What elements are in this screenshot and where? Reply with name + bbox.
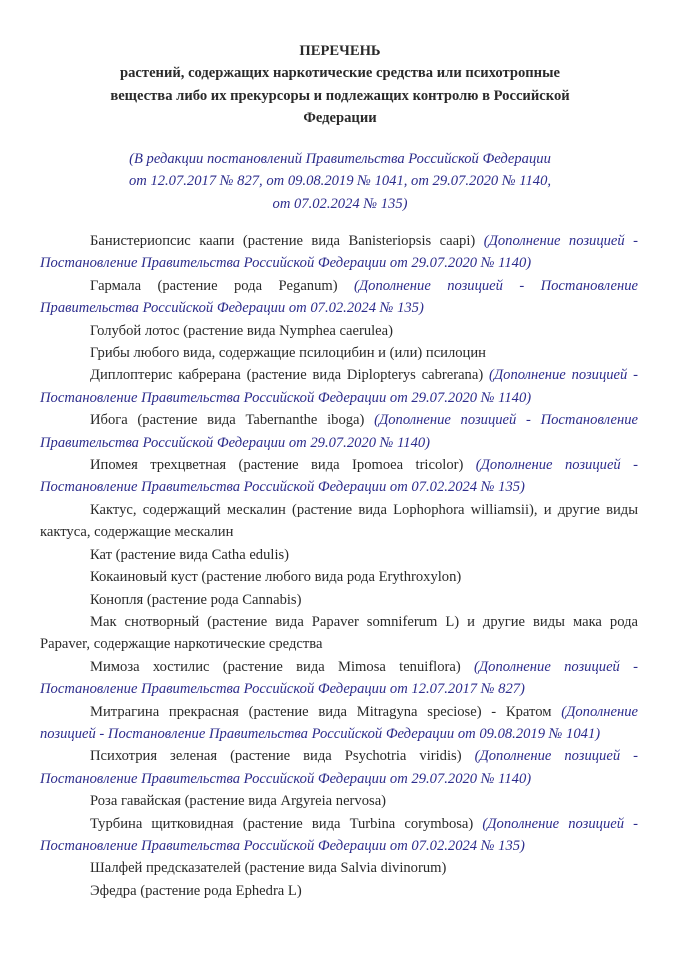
edition-note-line: от 07.02.2024 № 135) [272, 195, 408, 212]
item-text: Роза гавайская (растение вида Argyreia nervosa) [90, 793, 387, 810]
list-item [40, 589, 638, 611]
item-reference-link[interactable]: (Дополнение позицией - Постановление Правительства Российской Федерации от 29.07.2020 № 1140) [40, 367, 638, 406]
list-item [40, 566, 638, 588]
item-text: Турбина щитковидная (растение вида Turbina corymbosa) [90, 815, 474, 832]
list-item [40, 320, 638, 342]
document-header [60, 40, 620, 129]
item-reference-link[interactable]: (Дополнение позицией - Постановление Правительства Российской Федерации от 07.02.2024 № 135) [40, 815, 638, 854]
edition-note-line: от 12.07.2017 № 827, от 09.08.2019 № 1041, от 29.07.2020 № 1140, [128, 173, 552, 190]
item-text: Кактус, содержащий мескалин (растение вида Lophophora williamsii), и другие виды кактуса, содержащие мескалин [40, 501, 638, 541]
item-text: Конопля (растение рода Cannabis) [90, 591, 302, 608]
item-text: Мак снотворный (растение вида Papaver somniferum L) и другие виды мака рода Papaver, содержащие наркотические средства [40, 613, 638, 653]
list-item [40, 611, 638, 656]
item-text: Шалфей предсказателей (растение вида Salvia divinorum) [90, 860, 447, 877]
document-title: ПЕРЕЧЕНЬ [299, 43, 381, 59]
list-item [40, 544, 638, 566]
item-text: Банистериопсис каапи (растение вида Banisteriopsis caapi) [90, 233, 476, 249]
list-item [40, 342, 638, 364]
item-text: Эфедра (растение рода Ephedra L) [90, 882, 302, 899]
item-text: Гармала (растение рода Peganum) [90, 277, 338, 294]
item-text: Голубой лотос (растение вида Nymphea caerulea) [90, 322, 393, 339]
item-reference-link[interactable]: (Дополнение позицией - Постановление Правительства Российской Федерации от 29.07.2020 № 1140) [40, 748, 638, 787]
list-item [40, 857, 638, 879]
item-text: Митрагина прекрасная (растение вида Mitragyna speciose) - Кратом [90, 703, 552, 720]
item-text: Диплоптерис кабрерана (растение вида Diplopterys cabrerana) [90, 367, 484, 384]
item-reference-link[interactable]: (Дополнение позицией - Постановление Правительства Российской Федерации от 12.07.2017 № 827) [40, 658, 638, 698]
item-reference-link[interactable]: (Дополнение позицией - Постановление Правительства Российской Федерации от 29.07.2020 № 1140) [40, 412, 638, 451]
list-item [40, 813, 638, 858]
list-item [40, 790, 638, 812]
list-item [40, 454, 638, 499]
item-reference-link[interactable]: (Дополнение позицией - Постановление Правительства Российской Федерации от 09.08.2019 № 1041) [40, 703, 638, 742]
document-subtitle-line: вещества либо их прекурсоры и подлежащих контролю в Российской [110, 87, 570, 104]
list-item [40, 364, 638, 409]
document-subtitle-line: растений, содержащих наркотические средства или психотропные [120, 65, 560, 82]
list-item [40, 230, 638, 275]
edition-note [60, 148, 620, 215]
item-text: Ипомея трехцветная (растение вида Ipomoea tricolor) [90, 457, 464, 474]
item-text: Кокаиновый куст (растение любого вида рода Erythroxylon) [90, 569, 462, 586]
list-item [40, 499, 638, 544]
item-text: Кат (растение вида Catha edulis) [90, 546, 290, 563]
list-item [40, 656, 638, 701]
document-subtitle-line: Федерации [303, 109, 377, 126]
list-item [40, 880, 638, 902]
list-item [40, 409, 638, 454]
item-text: Мимоза хостилис (растение вида Mimosa tenuiflora) [90, 658, 461, 675]
plant-list [40, 230, 638, 902]
list-item [40, 701, 638, 746]
list-item [40, 275, 638, 320]
item-text: Ибога (растение вида Tabernanthe iboga) [90, 412, 365, 429]
list-item [40, 745, 638, 790]
item-text: Психотрия зеленая (растение вида Psychotria viridis) [90, 748, 462, 765]
edition-note-line: (В редакции постановлений Правительства Российской Федерации [129, 151, 551, 167]
item-reference-link[interactable]: (Дополнение позицией - Постановление Правительства Российской Федерации от 07.02.2024 № 135) [40, 457, 638, 496]
item-reference-link[interactable]: (Дополнение позицией - Постановление Правительства Российской Федерации от 07.02.2024 № 135) [40, 277, 639, 317]
item-reference-link[interactable]: (Дополнение позицией - Постановление Правительства Российской Федерации от 29.07.2020 № 1140) [40, 233, 638, 272]
item-text: Грибы любого вида, содержащие псилоцибин и (или) псилоцин [90, 345, 486, 362]
